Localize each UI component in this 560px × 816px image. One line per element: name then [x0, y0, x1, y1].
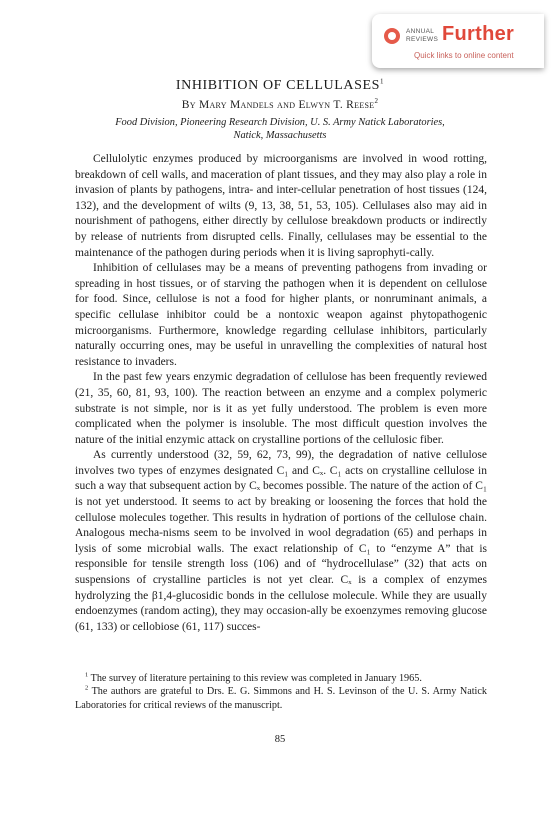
- article-title: INHIBITION OF CELLULASES$^1$: [175, 77, 385, 93]
- paragraph: Inhibition of cellulases may be a means of preventing pathogens from invading or spreading in host tissues, or of starving the pathogen when it is dependent on cellulose for food. Since, cellulose is not a food for higher plants, or nonruminant animals, a specific cellulase inhibitor could be a nontoxic weapon against phytopathogenic microorganisms. Furthermore, knowledge regarding cellulase inhibitors, particularly naturally occurring ones, may be useful in unravelling the complexities of natural host resistance to invaders.: [75, 262, 487, 368]
- footnotes: [75, 672, 487, 712]
- author-affiliation: Food Division, Pioneering Research Division, U. S. Army Natick Laboratories, Natick, Massachusetts: [115, 117, 445, 141]
- page-number: 85: [274, 734, 286, 745]
- article-body: [75, 152, 487, 635]
- paragraph: Cellulolytic enzymes produced by microorganisms are involved in wood rotting, breakdown of cell walls, and maceration of plant tissues, and they may also play a role in invasion of plants by pathogens, intra- and inter-cellular penetration of host tissues (124, 132), and the development of wilts (9, 13, 38, 51, 53, 105). Cellulases also may aid in nourishment of pathogens, either directly by cellulose breakdown products or indirectly by release of nutrients from disrupted cells. Finally, cellulases may be essential to the maintenance of the pathogen during periods when it is living saprophyti-cally.: [75, 153, 487, 259]
- title-footnote-mark: 1: [380, 77, 385, 86]
- paragraph: In the past few years enzymic degradation of cellulose has been frequently reviewed (21, 35, 60, 81, 93, 100). The reaction between an enzyme and a complex polymeric substrate is not simple, nor is it as yet fully understood. The problem is even more complicated when the polymer is insoluble. The most difficult question involves the nature of the initial enzymic attack on crystalline portions of the cellulosic fiber.: [75, 371, 487, 446]
- further-links-badge[interactable]: [372, 14, 544, 68]
- annual-reviews-logo-icon: [384, 28, 400, 44]
- footnote: $^2$ The authors are grateful to Drs. E. G. Simmons and H. S. Levinson of the U. S. Army Natick Laboratories for critical reviews of the manuscript.: [75, 684, 487, 711]
- badge-brand: ANNUAL REVIEWS: [406, 28, 439, 43]
- footnote: $^1$ The survey of literature pertaining to this review was completed in January 1965.: [85, 671, 422, 684]
- authors-footnote-mark: 2: [374, 97, 379, 106]
- badge-subtitle: Quick links to online content: [414, 51, 514, 60]
- article-authors: By Mary Mandels and Elwyn T. Reese$^2$: [181, 97, 379, 111]
- badge-title: Further: [442, 23, 515, 45]
- paragraph: As currently understood (32, 59, 62, 73, 99), the degradation of native cellulose involves two types of enzymes designated C₁ and Cₓ. C₁ acts on crystalline cellulose in such a way that subsequent action by Cₓ becomes possible. The nature of the action of C₁ is not yet understood. It seems to act by breaking or loosening the forces that hold the cellulose molecules together. This results in hydration of portions of the cellulose chain. Analogous mecha-nisms seem to be involved in wool degradation (65) and perhaps in lysis of some microbial walls. The exact relationship of C₁ to “enzyme A” that is responsible for tensile strength loss (106) and of “hydrocellulase” (32) that acts on suspensions of crystalline particles is not yet clear. Cₓ is a complex of enzymes hydrolyzing the β1,4-glucosidic bonds in the cellulose molecule. While they are usually endoenzymes (random acting), they may occasion-ally be exoenzymes removing glucose (61, 133) or cellobiose (61, 117) succes-: [75, 449, 487, 633]
